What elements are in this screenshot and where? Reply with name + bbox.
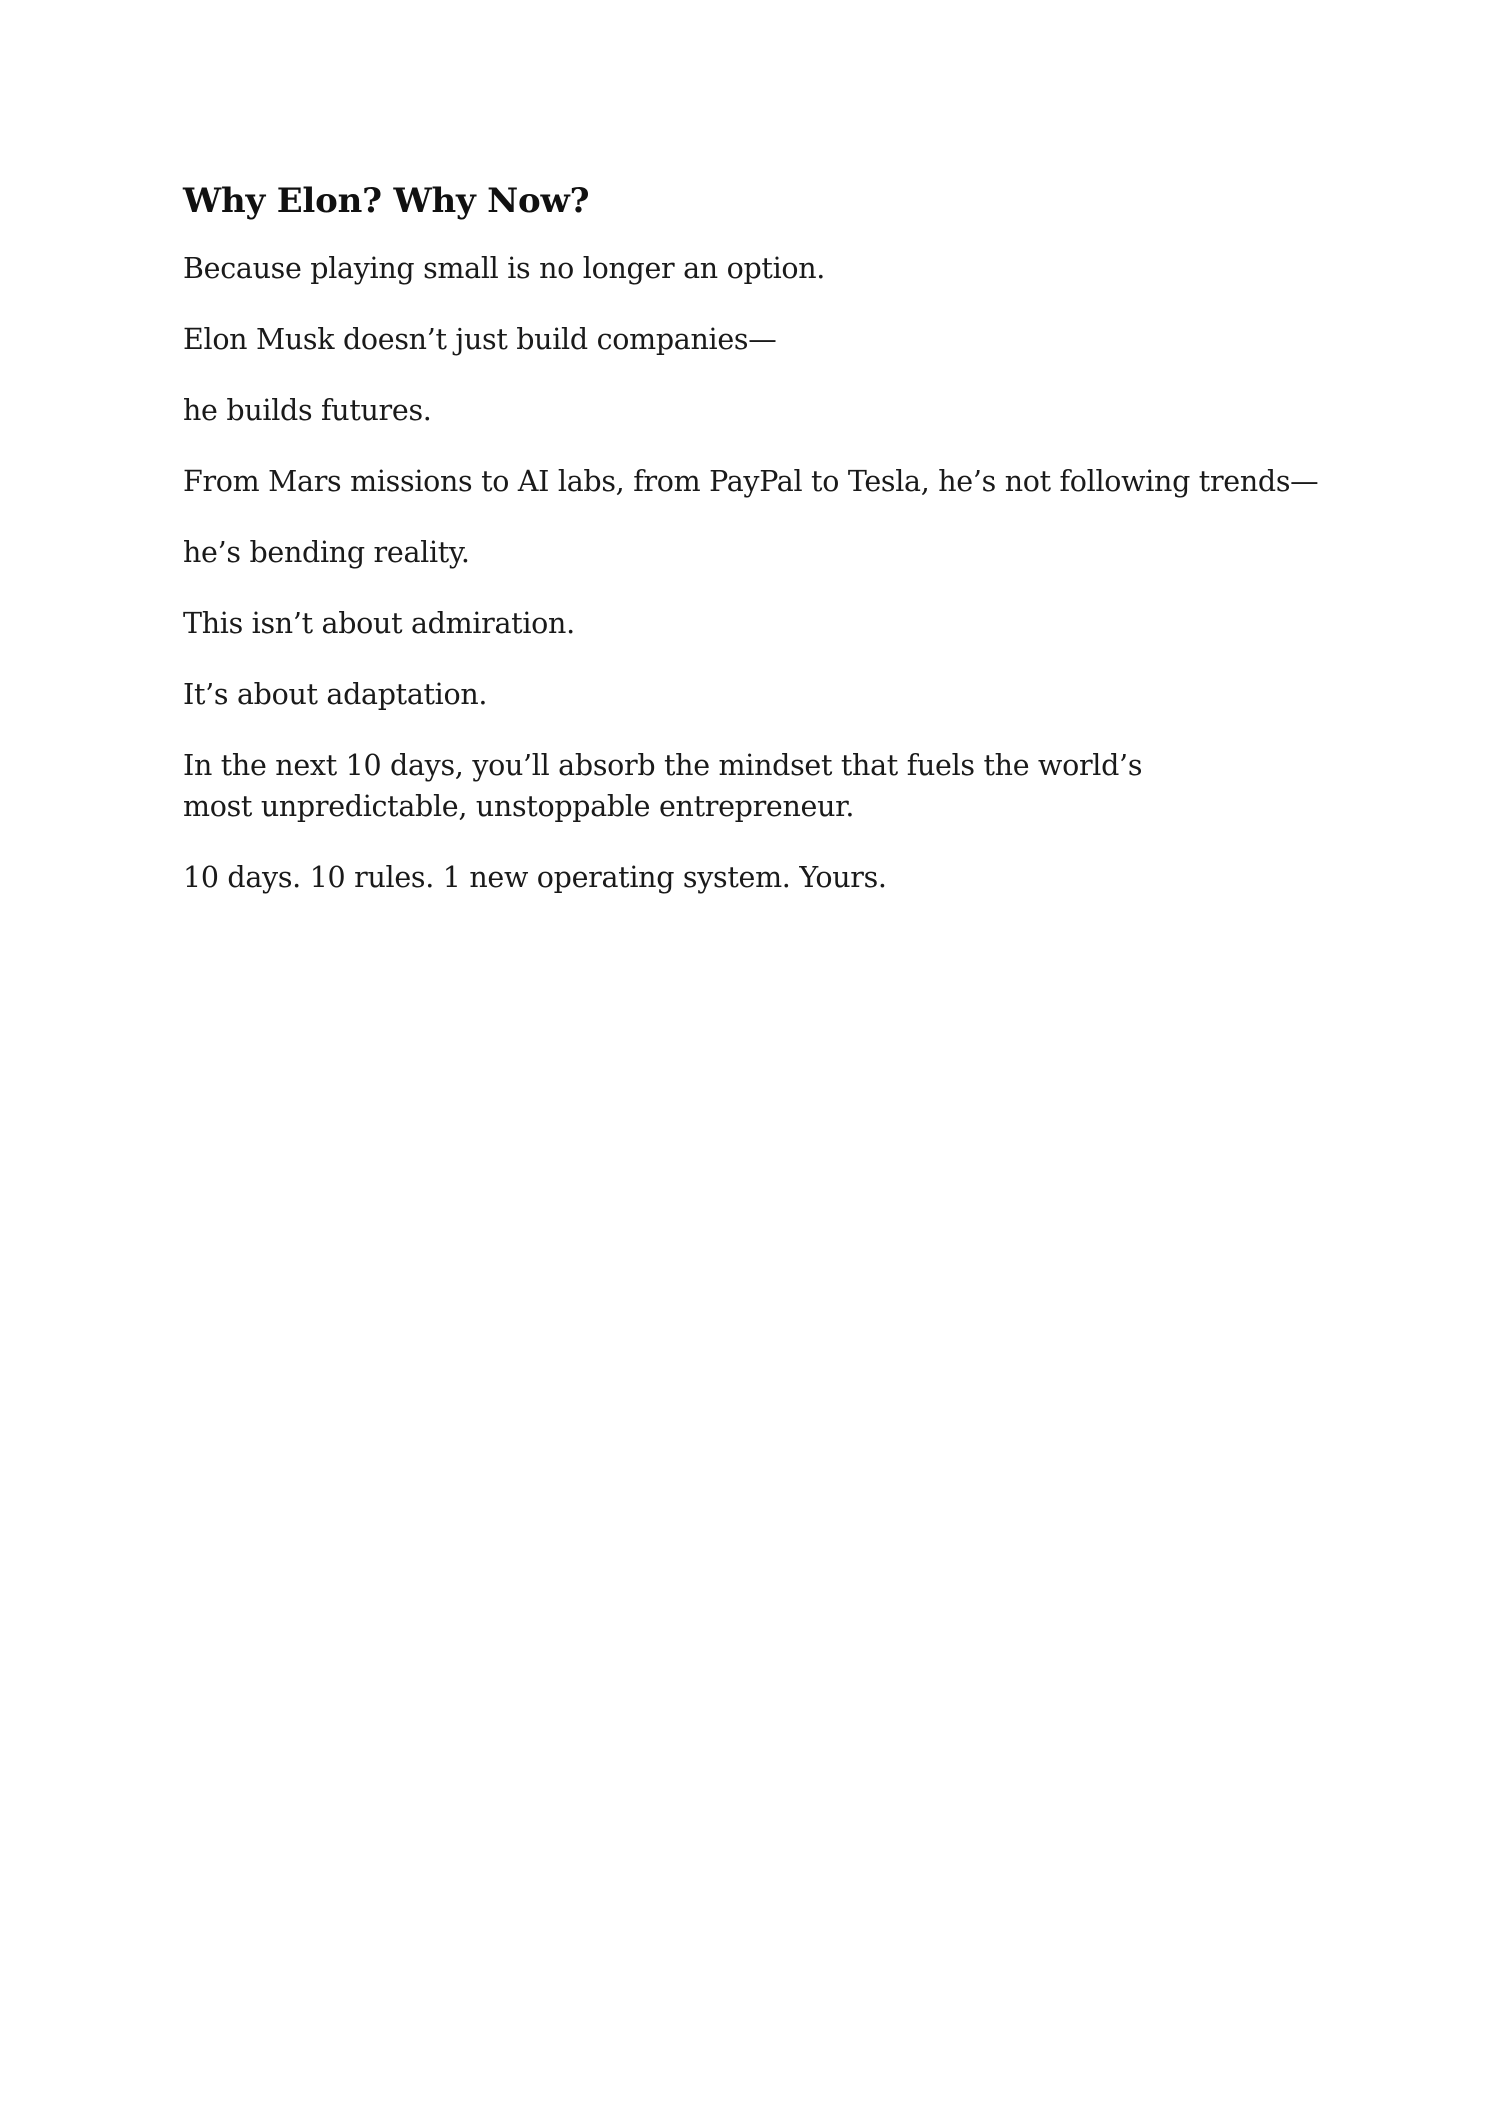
paragraph: From Mars missions to AI labs, from PayPal to Tesla, he’s not following trends—: [183, 465, 1319, 498]
paragraph: he’s bending reality.: [183, 536, 470, 569]
document-body: [183, 176, 1323, 928]
paragraph: 10 days. 10 rules. 1 new operating system. Yours.: [183, 861, 887, 894]
paragraph: he builds futures.: [183, 394, 432, 427]
section-heading: Why Elon? Why Now?: [183, 181, 590, 221]
paragraph: Because playing small is no longer an option.: [183, 252, 826, 285]
paragraph: This isn’t about admiration.: [183, 607, 575, 640]
paragraph: It’s about adaptation.: [183, 678, 488, 711]
paragraph: In the next 10 days, you’ll absorb the mindset that fuels the world’s most unpredictable, unstoppable entrepreneur.: [183, 749, 1143, 823]
paragraph: Elon Musk doesn’t just build companies—: [183, 323, 777, 356]
